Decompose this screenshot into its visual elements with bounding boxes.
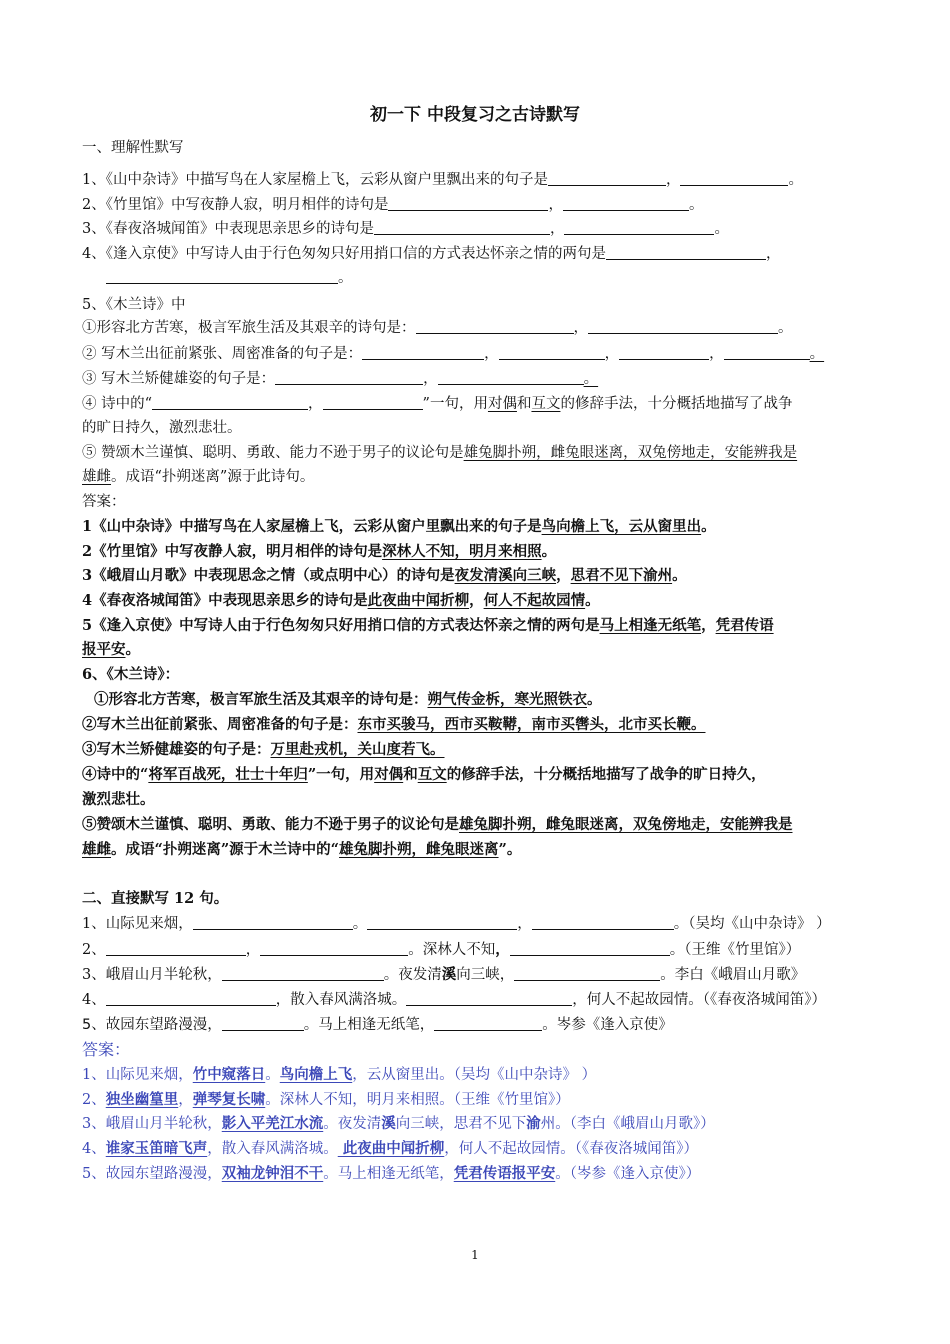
punct: 。: [583, 371, 599, 387]
question-3: [82, 219, 729, 239]
question-4-line2: [106, 268, 353, 288]
answer-blank[interactable]: [548, 170, 666, 186]
question-5a: [82, 318, 793, 338]
answer-blank[interactable]: [367, 914, 517, 930]
punct: 。: [778, 320, 793, 336]
answer-prompt: 2《竹里馆》中写夜静人寂，明月相伴的诗句是: [82, 543, 383, 560]
punct: ，: [765, 246, 781, 262]
answer-text: 此夜曲中闻折柳: [337, 1140, 445, 1157]
answer-text: 此夜曲中闻折柳: [367, 592, 470, 609]
answer-text: 夜发清溪向三峡: [454, 567, 557, 584]
recite-answer-1: [82, 1065, 596, 1085]
answer-prompt: ②写木兰出征前紧张、周密准备的句子是：: [82, 716, 358, 733]
question-text: ①形容北方苦寒，极言军旅生活及其艰辛的诗句是：: [82, 320, 416, 336]
answer-prompt: 和: [403, 766, 418, 783]
answer-text: 独坐幽篁里: [105, 1091, 179, 1108]
answer-text: 何人不起故园情: [483, 592, 586, 609]
poem-text: 3、峨眉山月半轮秋，: [82, 1116, 222, 1132]
answer-prompt: ①形容北方苦寒，极言军旅生活及其艰辛的诗句是：: [94, 691, 428, 708]
question-text: ”一句，用: [422, 396, 488, 412]
question-text: 和: [516, 396, 532, 412]
poem-text: 向三峡，思君不见下: [395, 1116, 527, 1132]
answer-blank[interactable]: [152, 394, 308, 410]
answer-5: [82, 616, 774, 636]
answer-blank[interactable]: [563, 195, 689, 211]
punct: ，: [484, 346, 499, 362]
answer-text: 思君不见下渝州: [570, 567, 673, 584]
answer-prompt: 。成语“扑朔迷离”源于木兰诗中的“: [111, 841, 340, 858]
answer-blank[interactable]: [362, 344, 484, 360]
answer-prompt: ③写木兰矫健雄姿的句子是：: [82, 741, 271, 758]
answer-blank[interactable]: [434, 1015, 542, 1031]
question-text: 4、《逢入京使》中写诗人由于行色匆匆只好用捎口信的方式表达怀亲之情的两句是: [82, 246, 606, 262]
answer-4: [82, 591, 600, 611]
punct: ，: [701, 617, 716, 634]
poem-text: ，散入春风满洛城。: [275, 992, 407, 1008]
question-text: ③ 写木兰矫健雄姿的句子是：: [82, 371, 276, 387]
poem-text: 5、故园东望路漫漫，: [82, 1166, 222, 1182]
poem-text: 溪: [381, 1115, 396, 1132]
poem-source: 。（王维《竹里馆》）: [669, 942, 801, 958]
punct: 。: [352, 916, 368, 932]
punct: 。: [672, 567, 687, 584]
answer-5-line2: [82, 640, 140, 660]
punct: 。: [541, 543, 557, 560]
answer-blank[interactable]: [588, 318, 778, 334]
poem-text: ，散入春风满洛城。: [207, 1141, 338, 1157]
poem-text: 3、峨眉山月半轮秋，: [82, 967, 222, 983]
punct: ，: [573, 320, 588, 336]
answer-blank[interactable]: [514, 965, 660, 981]
answer-blank[interactable]: [564, 219, 714, 235]
answer-blank[interactable]: [388, 195, 548, 211]
question-5e: [82, 443, 797, 463]
answer-blank[interactable]: [724, 344, 810, 360]
poem-source: 。李白《峨眉山月歌》: [660, 967, 806, 983]
answer-blank[interactable]: [222, 1015, 304, 1031]
answer-6d-line2: 激烈悲壮。: [82, 791, 155, 808]
question-5c: [82, 369, 598, 389]
punct: ，: [549, 221, 565, 237]
answer-blank[interactable]: [406, 990, 572, 1006]
punct: 。: [714, 221, 729, 237]
answer-blank[interactable]: [323, 394, 423, 410]
recite-line-4: [82, 990, 826, 1010]
answer-text: 朔气传金柝，寒光照铁衣: [427, 691, 587, 708]
answer-blank[interactable]: [275, 369, 423, 385]
answer-text: 马上相逢无纸笔: [599, 617, 702, 634]
question-text: 1、《山中杂诗》中描写鸟在人家屋檐上飞，云彩从窗户里飘出来的句子是: [82, 172, 548, 188]
section1-heading: 一、理解性默写: [82, 140, 184, 156]
answer-blank[interactable]: [510, 940, 670, 956]
punct: 。: [265, 1067, 280, 1083]
poem-source: 。（岑参《逢入京使》）: [555, 1166, 701, 1182]
recite-answer-4: [82, 1139, 698, 1159]
punct: ，: [469, 592, 484, 609]
punct: 。: [125, 641, 140, 658]
question-text: ② 写木兰出征前紧张、周密准备的句子是：: [82, 346, 363, 362]
poem-text: 2、: [82, 942, 106, 958]
poem-text: 1、山际见来烟，: [82, 1067, 193, 1083]
answers-label: 答案：: [82, 494, 126, 510]
answer-prompt: ④诗中的“: [82, 766, 149, 783]
question-5b: [82, 344, 824, 364]
poem-source: 。（吴均《山中杂诗》 ）: [673, 916, 831, 932]
answer-text: 雄雌: [82, 841, 111, 858]
question-5-head: 5、《木兰诗》中: [82, 297, 186, 313]
answer-1: [82, 517, 716, 537]
poem-text: 。马上相逢无纸笔，: [303, 1017, 435, 1033]
answer-text: 鸟向檐上飞，云从窗里出: [541, 518, 702, 535]
poem-text: 1、山际见来烟，: [82, 916, 193, 932]
answers2-label: 答案：: [82, 1040, 131, 1059]
punct: ，: [709, 346, 724, 362]
punct: ，: [548, 197, 563, 213]
answer-text: 双袖龙钟泪不干: [221, 1165, 324, 1182]
answer-2: [82, 542, 556, 562]
answer-text: 凭君传语: [715, 617, 774, 634]
answer-text: 谁家玉笛暗飞声: [105, 1140, 208, 1157]
question-text: 的修辞手法，十分概括地描写了战争: [560, 396, 793, 412]
question-5e-line2: [82, 467, 314, 487]
punct: 。: [809, 346, 825, 362]
answer-blank[interactable]: [680, 170, 788, 186]
answer-6e: [82, 815, 793, 835]
page-number: 1: [471, 1248, 479, 1262]
keyword: 对偶: [374, 766, 404, 783]
poem-text: 。夜发清: [323, 1116, 382, 1132]
answer-blank[interactable]: [106, 940, 246, 956]
poem-text: 4、: [82, 992, 106, 1008]
answer-blank[interactable]: [260, 940, 408, 956]
punct: ，: [556, 567, 571, 584]
question-5d-line2: 的旷日持久，激烈悲壮。: [82, 420, 242, 436]
recite-line-2: [82, 940, 800, 960]
question-text: ④ 诗中的“: [82, 396, 153, 412]
punct: 。: [585, 592, 600, 609]
answer-6a: [94, 690, 602, 710]
answer-prompt: 的修辞手法，十分概括地描写了战争的旷日持久，: [446, 766, 766, 783]
punct: 。: [788, 172, 803, 188]
answer-6-head: 6、《木兰诗》：: [82, 666, 180, 683]
punct: ，: [604, 346, 620, 362]
question-text: 。成语“扑朔迷离”源于此诗句。: [111, 469, 315, 485]
question-4: [82, 244, 780, 264]
question-5d: [82, 394, 792, 414]
recite-answer-5: [82, 1164, 700, 1184]
answer-text: 弹琴复长啸: [192, 1091, 266, 1108]
poem-text: 。夜发清: [383, 967, 442, 983]
answer-text: 东市买骏马，西市买鞍鞯，南市买辔头，北市买长鞭。: [357, 716, 706, 733]
answer-blank[interactable]: [222, 965, 384, 981]
keyword: 对偶: [487, 396, 517, 412]
answer-text: 凭君传语报平安: [453, 1165, 556, 1182]
keyword: 互文: [417, 766, 447, 783]
punct: ”。: [498, 841, 522, 858]
poem-text: 5、故园东望路漫漫，: [82, 1017, 222, 1033]
poem-source: ，何人不起故园情。（《春夜洛城闻笛》）: [444, 1141, 699, 1157]
question-text: 3、《春夜洛城闻笛》中表现思亲思乡的诗句是: [82, 221, 374, 237]
answer-text: 深林人不知，明月来相照: [382, 543, 542, 560]
answer-3: [82, 566, 687, 586]
answer-prompt: ”一句，用: [307, 766, 375, 783]
question-2: [82, 195, 703, 215]
answer-text: 雄兔脚扑朔，雌兔眼迷离，双兔傍地走，安能辨我是: [463, 445, 798, 461]
poem-text: 4、: [82, 1141, 106, 1157]
punct: ，: [495, 941, 510, 958]
recite-line-3: [82, 965, 805, 985]
answer-text: 雄雌: [82, 469, 111, 485]
question-1: [82, 170, 803, 190]
answer-6b: [82, 715, 706, 735]
punct: ，: [423, 371, 438, 387]
answer-blank[interactable]: [619, 344, 709, 360]
recite-line-1: [82, 914, 831, 934]
answer-prompt: 3《峨眉山月歌》中表现思念之情（或点明中心）的诗句是: [82, 567, 455, 584]
answer-prompt: 4《春夜洛城闻笛》中表现思亲思乡的诗句是: [82, 592, 368, 609]
answer-text: 将军百战死，壮士十年归: [148, 766, 308, 783]
answer-prompt: 5《逢入京使》中写诗人由于行色匆匆只好用捎口信的方式表达怀亲之情的两句是: [82, 617, 600, 634]
punct: ，: [517, 916, 532, 932]
punct: 。: [338, 270, 353, 286]
poem-text: 。深林人不知: [408, 942, 496, 958]
answer-blank[interactable]: [499, 344, 605, 360]
answer-text: 万里赴戎机，关山度若飞。: [270, 741, 445, 758]
punct: ，: [665, 172, 681, 188]
poem-source: 。岑参《逢入京使》: [542, 1017, 673, 1033]
question-text: ⑤ 赞颂木兰谨慎、聪明、勇敢、能力不逊于男子的议论句是: [82, 445, 464, 461]
answer-blank[interactable]: [374, 219, 550, 235]
answer-6c: [82, 740, 445, 760]
answer-text: 竹中窥落日: [192, 1066, 266, 1083]
punct: ，: [308, 396, 323, 412]
answer-text: 雄兔脚扑朔，雌兔眼迷离: [339, 841, 499, 858]
poem-text: 向三峡，: [456, 967, 515, 983]
punct: 。: [587, 691, 602, 708]
answer-text: 雄兔脚扑朔，雌兔眼迷离，双兔傍地走，安能辨我是: [459, 816, 793, 833]
page-title: 初一下 中段复习之古诗默写: [370, 105, 580, 125]
answer-blank[interactable]: [193, 914, 353, 930]
poem-text: 溪: [441, 966, 457, 983]
answer-text: 报平安: [82, 641, 126, 658]
answer-prompt: ⑤赞颂木兰谨慎、聪明、勇敢、能力不逊于男子的议论句是: [82, 816, 459, 833]
keyword: 互文: [531, 396, 561, 412]
punct: 。: [701, 518, 716, 535]
answer-text: 影入平羌江水流: [221, 1115, 324, 1132]
answer-blank[interactable]: [606, 244, 766, 260]
question-text: 2、《竹里馆》中写夜静人寂，明月相伴的诗句是: [82, 197, 389, 213]
poem-source: ，何人不起故园情。（《春夜洛城闻笛》）: [572, 992, 826, 1008]
section2-heading: 二、直接默写 12 句。: [82, 890, 229, 907]
answer-6e-line2: [82, 840, 521, 860]
answer-blank[interactable]: [416, 318, 574, 334]
answer-blank[interactable]: [438, 369, 584, 385]
poem-source: 。深林人不知，明月来相照。（王维《竹里馆》）: [265, 1092, 570, 1108]
answer-blank[interactable]: [106, 990, 276, 1006]
poem-text: 2、: [82, 1092, 106, 1108]
punct: ，: [178, 1092, 193, 1108]
punct: ，: [245, 942, 261, 958]
answer-blank[interactable]: [106, 268, 338, 284]
recite-answer-3: [82, 1114, 715, 1134]
punct: 。: [688, 197, 704, 213]
poem-text: 。马上相逢无纸笔，: [323, 1166, 454, 1182]
answer-6d: [82, 765, 766, 785]
answer-prompt: 1《山中杂诗》中描写鸟在人家屋檐上飞，云彩从窗户里飘出来的句子是: [82, 518, 542, 535]
poem-source: ，云从窗里出。（吴均《山中杂诗》 ）: [352, 1067, 597, 1083]
answer-text: 鸟向檐上飞: [279, 1066, 353, 1083]
poem-text: 渝: [526, 1115, 541, 1132]
answer-blank[interactable]: [532, 914, 674, 930]
recite-line-5: [82, 1015, 673, 1035]
poem-source: 州。（李白《峨眉山月歌》）: [540, 1116, 715, 1132]
recite-answer-2: [82, 1090, 570, 1110]
